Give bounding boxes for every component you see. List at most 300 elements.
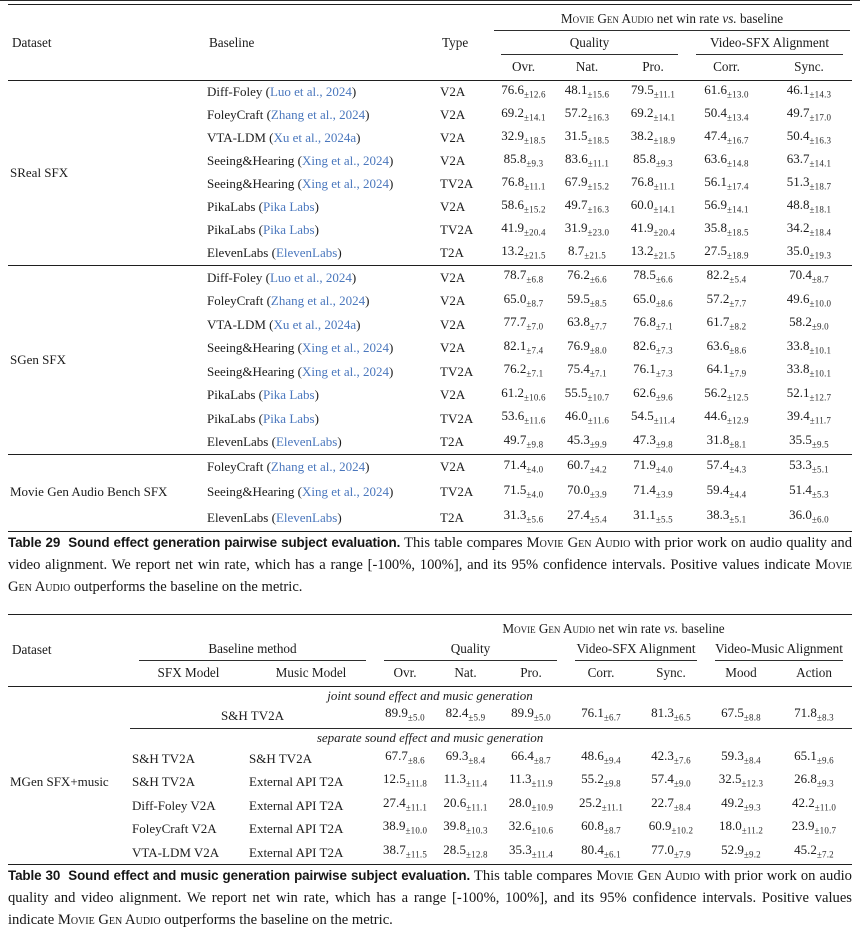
citation-link[interactable]: Luo et al., 2024 [269, 84, 352, 100]
metric-value: $13.2_{\pm 21.5}$ [630, 243, 676, 261]
metric-value: $8.7_{\pm 21.5}$ [568, 243, 606, 261]
baseline-cell: PikaLabs (Pika Labs) [207, 410, 319, 426]
baseline-cell: FoleyCraft (Zhang et al., 2024) [207, 293, 370, 309]
confidence-interval: ±11.5 [405, 849, 428, 860]
type-cell: T2A [440, 509, 464, 525]
confidence-interval: ±15.2 [524, 204, 546, 215]
citation-link[interactable]: Xing et al., 2024 [301, 176, 389, 192]
sfx-model-cell: S&H TV2A [132, 750, 195, 766]
metric-value: $41.9_{\pm 20.4}$ [501, 220, 546, 238]
confidence-interval: ±3.9 [655, 489, 673, 500]
confidence-interval: ±12.5 [727, 392, 749, 403]
confidence-interval: ±8.5 [589, 298, 607, 309]
metric-value: $56.1_{\pm 17.4}$ [704, 174, 749, 192]
metric-value: $78.5_{\pm 6.6}$ [633, 267, 673, 285]
metric-value: $76.8_{\pm 11.1}$ [630, 174, 676, 192]
win-rate-text: net win rate [595, 620, 664, 636]
confidence-interval: ±7.3 [655, 345, 673, 356]
metric-value: $47.3_{\pm 9.8}$ [633, 431, 673, 450]
group-header-video-sfx [566, 637, 706, 661]
confidence-interval: ±8.6 [407, 755, 425, 766]
table-29 [8, 4, 852, 532]
confidence-interval: ±11.6 [524, 415, 546, 426]
metric-value: $33.8_{\pm 10.1}$ [786, 361, 832, 379]
caption-30-label: Table 30 [8, 868, 61, 884]
baseline-cell: VTA-LDM (Xu et al., 2024a) [207, 316, 361, 332]
music-model-cell: External API T2A [249, 821, 344, 837]
citation-link[interactable]: Zhang et al., 2024 [270, 293, 366, 309]
confidence-interval: ±6.1 [603, 849, 621, 860]
brand-smallcaps: Movie Gen Audio [560, 11, 654, 26]
confidence-interval: ±11.4 [465, 778, 488, 789]
brand-smallcaps: Movie Gen Audio [502, 620, 595, 636]
confidence-interval: ±15.2 [587, 181, 610, 192]
metric-value: $63.8_{\pm 7.7}$ [567, 314, 607, 332]
metric-value: $69.2_{\pm 14.1}$ [501, 105, 546, 123]
metric-value: $31.3_{\pm 5.6}$ [503, 507, 544, 525]
confidence-interval: ±17.4 [727, 181, 749, 192]
confidence-interval: ±11.1 [653, 181, 676, 192]
type-cell: V2A [440, 340, 466, 356]
metric-value: $71.8_{\pm 8.3}$ [776, 704, 852, 728]
subcol-sync: Sync. [656, 664, 686, 680]
metric-value: $82.1_{\pm 7.4}$ [503, 337, 544, 356]
metric-value: $60.0_{\pm 14.1}$ [630, 197, 676, 215]
metric-value: $85.8_{\pm 9.3}$ [503, 151, 544, 169]
citation-link[interactable]: Zhang et al., 2024 [270, 107, 366, 123]
metric-value: $57.4_{\pm 4.3}$ [706, 457, 747, 475]
video-sfx-group-label: Video-SFX Alignment [575, 637, 697, 661]
baseline-cell: PikaLabs (Pika Labs) [207, 222, 319, 238]
metric-value: $82.6_{\pm 7.3}$ [633, 337, 673, 356]
citation-link[interactable]: Luo et al., 2024 [269, 269, 352, 285]
confidence-interval: ±11.1 [466, 802, 488, 813]
confidence-interval: ±8.3 [816, 713, 834, 724]
metric-value: $50.4_{\pm 16.3}$ [786, 128, 832, 146]
metric-value: $11.3_{\pm 11.4}$ [443, 771, 488, 789]
confidence-interval: ±5.3 [811, 489, 829, 500]
metric-value: $38.3_{\pm 5.1}$ [706, 507, 747, 525]
win-rate-title [494, 5, 850, 31]
metric-value: $64.1_{\pm 7.9}$ [706, 361, 747, 379]
metric-value: $31.1_{\pm 5.5}$ [633, 507, 673, 525]
metric-value: $33.8_{\pm 10.1}$ [786, 337, 832, 356]
confidence-interval: ±5.0 [533, 713, 551, 724]
confidence-interval: ±7.6 [673, 755, 691, 766]
win-rate-tail: baseline [736, 11, 784, 26]
confidence-interval: ±10.6 [524, 392, 546, 403]
baseline-cell: Seeing&Hearing (Xing et al., 2024) [207, 363, 394, 379]
joint-model-cell: S&H TV2A [130, 704, 375, 728]
subcol-mood: Mood [725, 664, 757, 680]
table-row [8, 704, 852, 728]
baseline-cell: Seeing&Hearing (Xing et al., 2024) [207, 176, 394, 192]
metric-value: $77.7_{\pm 7.0}$ [503, 314, 544, 332]
baseline-cell: Diff-Foley (Luo et al., 2024) [207, 84, 357, 100]
caption-text: with prior work on audio quality and video alignment. We report net win rate, which has a range [-100%, 100%], and its 95% confidence intervals. Positive values indicate [8, 534, 853, 573]
metric-value: $78.7_{\pm 6.8}$ [503, 267, 544, 285]
header-spacer [130, 614, 375, 637]
confidence-interval: ±5.5 [655, 514, 673, 525]
type-cell: TV2A [440, 410, 474, 426]
metric-value: $28.5_{\pm 12.8}$ [443, 841, 488, 860]
confidence-interval: ±7.9 [729, 368, 747, 379]
table-row [8, 455, 852, 481]
caption-text: outperforms the baseline on the metric. [160, 912, 393, 929]
subcol-sfx-model: SFX Model [157, 664, 220, 680]
confidence-interval: ±9.6 [655, 392, 673, 403]
metric-value: $63.6_{\pm 14.8}$ [704, 151, 749, 169]
group-header-video-music [706, 637, 852, 661]
confidence-interval: ±6.0 [811, 514, 829, 525]
metric-value: $36.0_{\pm 6.0}$ [789, 507, 829, 525]
subcol-corr: Corr. [713, 59, 740, 74]
metric-value: $57.2_{\pm 7.7}$ [706, 290, 747, 309]
metric-value: $75.4_{\pm 7.1}$ [567, 361, 607, 379]
confidence-interval: ±21.5 [584, 250, 606, 261]
metric-value: $82.4_{\pm 5.9}$ [435, 704, 496, 728]
confidence-interval: ±6.5 [673, 713, 691, 724]
metric-value: $46.0_{\pm 11.6}$ [564, 408, 610, 426]
metric-value: $61.6_{\pm 13.0}$ [704, 82, 749, 100]
citation-link[interactable]: Xing et al., 2024 [301, 363, 389, 379]
metric-value: $39.8_{\pm 10.3}$ [443, 818, 488, 836]
paper-page [0, 4, 860, 931]
dataset-label: SGen SFX [10, 352, 66, 368]
confidence-interval: ±18.5 [587, 135, 610, 146]
group-header-quality [492, 31, 687, 55]
baseline-method-label: Baseline method [139, 637, 366, 661]
confidence-interval: ±10.1 [809, 345, 832, 356]
metric-value: $53.6_{\pm 11.6}$ [501, 408, 546, 426]
subcol-nat: Nat. [454, 664, 477, 680]
table-29-header [8, 5, 852, 81]
citation-link[interactable]: Pika Labs [262, 410, 315, 426]
type-cell: V2A [440, 199, 466, 215]
confidence-interval: ±10.6 [531, 825, 554, 836]
confidence-interval: ±23.0 [587, 227, 610, 238]
baseline-cell: FoleyCraft (Zhang et al., 2024) [207, 459, 370, 475]
table-row [8, 266, 852, 290]
metric-value: $62.6_{\pm 9.6}$ [633, 384, 673, 403]
confidence-interval: ±11.2 [741, 825, 764, 836]
metric-value: $69.2_{\pm 14.1}$ [630, 105, 676, 123]
metric-value: $67.5_{\pm 8.8}$ [706, 704, 776, 728]
video-music-group-label: Video-Music Alignment [715, 637, 843, 661]
confidence-interval: ±6.8 [526, 274, 544, 285]
confidence-interval: ±10.0 [809, 298, 832, 309]
confidence-interval: ±5.1 [811, 464, 829, 475]
baseline-cell: FoleyCraft (Zhang et al., 2024) [207, 107, 370, 123]
dataset-label [8, 841, 130, 865]
table-row [8, 81, 852, 105]
confidence-interval: ±7.1 [655, 321, 673, 332]
metric-value: $31.9_{\pm 23.0}$ [564, 220, 610, 238]
confidence-interval: ±9.0 [673, 778, 691, 789]
subcol-action: Action [796, 664, 832, 680]
metric-value: $67.7_{\pm 8.6}$ [385, 747, 425, 766]
type-cell: V2A [440, 387, 466, 403]
quality-group-label: Quality [384, 637, 557, 661]
metric-value: $59.4_{\pm 4.4}$ [706, 482, 747, 500]
metric-value: $76.6_{\pm 12.6}$ [501, 82, 546, 100]
baseline-cell: VTA-LDM (Xu et al., 2024a) [207, 130, 361, 146]
metric-value: $71.9_{\pm 4.0}$ [633, 457, 673, 475]
confidence-interval: ±18.9 [727, 250, 749, 261]
confidence-interval: ±12.7 [809, 392, 832, 403]
metric-value: $26.8_{\pm 9.3}$ [794, 771, 834, 789]
metric-value: $38.9_{\pm 10.0}$ [382, 818, 428, 836]
metric-value: $27.4_{\pm 11.1}$ [382, 794, 428, 813]
citation-link[interactable]: Pika Labs [262, 222, 315, 238]
metric-value: $47.4_{\pm 16.7}$ [704, 128, 749, 146]
confidence-interval: ±16.7 [727, 135, 749, 146]
confidence-interval: ±17.0 [809, 112, 832, 123]
metric-value: $69.3_{\pm 8.4}$ [445, 747, 486, 766]
metric-value: $76.1_{\pm 7.3}$ [633, 361, 673, 379]
vs-italic: vs. [663, 620, 679, 636]
metric-value: $35.8_{\pm 18.5}$ [704, 220, 749, 238]
confidence-interval: ±10.0 [405, 825, 428, 836]
metric-value: $76.2_{\pm 6.6}$ [567, 267, 607, 285]
type-cell: V2A [440, 269, 466, 285]
confidence-interval: ±18.1 [809, 204, 832, 215]
confidence-interval: ±7.1 [526, 368, 544, 379]
confidence-interval: ±16.3 [587, 204, 610, 215]
metric-value: $59.3_{\pm 8.4}$ [721, 747, 761, 766]
confidence-interval: ±18.4 [809, 227, 832, 238]
citation-link[interactable]: Pika Labs [262, 199, 315, 215]
table-row [8, 817, 852, 841]
col-header-dataset: Dataset [12, 34, 52, 50]
type-cell: V2A [440, 316, 466, 332]
caption-30-title: Sound effect and music generation pairwise subject evaluation. [68, 868, 471, 884]
confidence-interval: ±9.3 [526, 158, 544, 169]
citation-link[interactable]: Xu et al., 2024a [273, 316, 357, 332]
win-rate-tail: baseline [678, 620, 725, 636]
confidence-interval: ±8.7 [526, 298, 544, 309]
citation-link[interactable]: Xing et al., 2024 [301, 340, 389, 356]
subcol-ovr: Ovr. [511, 59, 536, 74]
metric-value: $70.4_{\pm 8.7}$ [789, 267, 829, 285]
confidence-interval: ±11.1 [653, 89, 676, 100]
dataset-label [8, 704, 130, 728]
type-cell: V2A [440, 293, 466, 309]
confidence-interval: ±14.1 [524, 112, 546, 123]
confidence-interval: ±9.3 [655, 158, 673, 169]
metric-value: $39.4_{\pm 11.7}$ [786, 408, 832, 426]
metric-value: $63.6_{\pm 8.6}$ [706, 337, 747, 356]
sfx-model-cell: VTA-LDM V2A [132, 844, 220, 860]
metric-value: $45.2_{\pm 7.2}$ [794, 841, 834, 860]
metric-value: $49.2_{\pm 9.3}$ [721, 794, 761, 813]
confidence-interval: ±15.6 [587, 89, 610, 100]
group-header-baseline-method [130, 637, 375, 661]
metric-value: $61.2_{\pm 10.6}$ [501, 384, 546, 403]
metric-value: $70.0_{\pm 3.9}$ [567, 482, 607, 500]
confidence-interval: ±18.5 [524, 135, 546, 146]
metric-value: $49.7_{\pm 9.8}$ [503, 431, 544, 450]
citation-link[interactable]: Xu et al., 2024a [273, 130, 357, 146]
baseline-cell: ElevenLabs (ElevenLabs) [207, 245, 342, 261]
metric-value: $67.9_{\pm 15.2}$ [564, 174, 610, 192]
metric-value: $80.4_{\pm 6.1}$ [581, 841, 621, 860]
metric-value: $66.4_{\pm 8.7}$ [511, 747, 551, 766]
type-cell: TV2A [440, 363, 474, 379]
confidence-interval: ±9.6 [816, 755, 834, 766]
confidence-interval: ±10.7 [587, 392, 610, 403]
metric-value: $76.9_{\pm 8.0}$ [567, 337, 607, 356]
quality-group-label: Quality [501, 31, 678, 55]
confidence-interval: ±6.6 [655, 274, 673, 285]
citation-link[interactable]: ElevenLabs [275, 245, 338, 261]
caption-29-label: Table 29 [8, 534, 61, 550]
confidence-interval: ±7.4 [526, 345, 544, 356]
dataset-label [8, 747, 130, 771]
metric-value: $65.1_{\pm 9.6}$ [794, 747, 834, 766]
confidence-interval: ±18.5 [727, 227, 749, 238]
baseline-cell: PikaLabs (Pika Labs) [207, 387, 319, 403]
metric-value: $23.9_{\pm 10.7}$ [791, 818, 837, 836]
metric-value: $57.2_{\pm 16.3}$ [564, 105, 610, 123]
subcol-pro: Pro. [642, 59, 664, 74]
citation-link[interactable]: ElevenLabs [275, 434, 338, 450]
confidence-interval: ±9.0 [811, 321, 829, 332]
metric-value: $31.5_{\pm 18.5}$ [564, 128, 610, 146]
metric-value: $38.2_{\pm 18.9}$ [630, 128, 676, 146]
confidence-interval: ±7.7 [589, 321, 607, 332]
caption-text: This table compares [470, 868, 597, 885]
metric-value: $38.7_{\pm 11.5}$ [382, 841, 428, 860]
metric-value: $28.0_{\pm 10.9}$ [508, 794, 554, 813]
col-header-baseline: Baseline [209, 34, 255, 50]
type-cell: V2A [440, 84, 466, 100]
metric-value: $65.0_{\pm 8.7}$ [503, 290, 544, 309]
baseline-cell: Seeing&Hearing (Xing et al., 2024) [207, 484, 394, 500]
confidence-interval: ±9.3 [743, 802, 761, 813]
section-label-row [8, 728, 852, 746]
metric-value: $85.8_{\pm 9.3}$ [633, 151, 673, 169]
metric-value: $60.7_{\pm 4.2}$ [567, 457, 607, 475]
confidence-interval: ±6.7 [603, 713, 621, 724]
metric-value: $32.5_{\pm 12.3}$ [718, 771, 764, 789]
confidence-interval: ±5.9 [468, 713, 486, 724]
video-sfx-group-label: Video-SFX Alignment [696, 31, 843, 55]
baseline-cell: Seeing&Hearing (Xing et al., 2024) [207, 340, 394, 356]
dataset-label [8, 794, 130, 818]
confidence-interval: ±12.6 [524, 89, 546, 100]
confidence-interval: ±11.8 [405, 778, 428, 789]
metric-value: $48.1_{\pm 15.6}$ [564, 82, 610, 100]
metric-value: $58.2_{\pm 9.0}$ [789, 314, 829, 332]
metric-value: $27.5_{\pm 18.9}$ [704, 243, 749, 261]
table-row [8, 841, 852, 865]
mgen-sfx-music-section [8, 686, 852, 865]
sfx-model-cell: Diff-Foley V2A [132, 797, 216, 813]
confidence-interval: ±13.0 [727, 89, 749, 100]
confidence-interval: ±12.9 [727, 415, 749, 426]
confidence-interval: ±14.8 [727, 158, 749, 169]
win-rate-span-header [492, 5, 852, 32]
citation-link[interactable]: Xing et al., 2024 [301, 484, 389, 500]
subcol-music-model: Music Model [275, 664, 347, 680]
dataset-section [8, 81, 852, 266]
confidence-interval: ±9.2 [743, 849, 761, 860]
confidence-interval: ±8.6 [655, 298, 673, 309]
music-model-cell: S&H TV2A [249, 750, 312, 766]
type-cell: TV2A [440, 484, 474, 500]
caption-text: outperforms the baseline on the metric. [70, 578, 303, 595]
citation-link[interactable]: Xing et al., 2024 [301, 153, 389, 169]
citation-link[interactable]: Pika Labs [262, 387, 315, 403]
confidence-interval: ±9.3 [816, 778, 834, 789]
metric-value: $50.4_{\pm 13.4}$ [704, 105, 749, 123]
confidence-interval: ±11.6 [587, 415, 610, 426]
confidence-interval: ±20.4 [653, 227, 676, 238]
metric-value: $27.4_{\pm 5.4}$ [567, 507, 607, 525]
confidence-interval: ±7.3 [655, 368, 673, 379]
metric-value: $35.0_{\pm 19.3}$ [786, 243, 832, 261]
metric-value: $56.2_{\pm 12.5}$ [704, 384, 749, 403]
confidence-interval: ±10.9 [531, 802, 554, 813]
confidence-interval: ±14.1 [653, 204, 676, 215]
confidence-interval: ±14.1 [727, 204, 749, 215]
confidence-interval: ±10.1 [809, 368, 832, 379]
table-29-caption [8, 532, 852, 598]
metric-value: $57.4_{\pm 9.0}$ [651, 771, 691, 789]
confidence-interval: ±14.3 [809, 89, 832, 100]
table-row [8, 770, 852, 794]
dataset-section [8, 455, 852, 532]
metric-value: $42.3_{\pm 7.6}$ [651, 747, 691, 766]
metric-value: $22.7_{\pm 8.4}$ [651, 794, 691, 813]
metric-value: $41.9_{\pm 20.4}$ [630, 220, 676, 238]
table-row [8, 794, 852, 818]
citation-link[interactable]: Zhang et al., 2024 [270, 459, 366, 475]
confidence-interval: ±19.3 [809, 250, 832, 261]
confidence-interval: ±20.4 [524, 227, 546, 238]
table-30-container [8, 614, 852, 866]
metric-value: $89.9_{\pm 5.0}$ [375, 704, 435, 728]
confidence-interval: ±9.4 [603, 755, 621, 766]
metric-value: $31.8_{\pm 8.1}$ [706, 431, 747, 450]
confidence-interval: ±10.7 [814, 825, 837, 836]
citation-link[interactable]: ElevenLabs [275, 509, 338, 525]
subcol-pro: Pro. [520, 664, 542, 680]
confidence-interval: ±21.5 [653, 250, 676, 261]
confidence-interval: ±8.7 [603, 825, 621, 836]
confidence-interval: ±7.9 [673, 849, 691, 860]
metric-value: $76.8_{\pm 7.1}$ [633, 314, 673, 332]
win-rate-span-header [375, 614, 852, 637]
col-header-type: Type [442, 34, 469, 50]
confidence-interval: ±5.4 [729, 274, 747, 285]
confidence-interval: ±14.1 [653, 112, 676, 123]
metric-value: $32.9_{\pm 18.5}$ [501, 128, 546, 146]
confidence-interval: ±8.4 [743, 755, 761, 766]
confidence-interval: ±8.1 [729, 439, 747, 450]
confidence-interval: ±5.6 [526, 514, 544, 525]
metric-value: $82.2_{\pm 5.4}$ [706, 267, 747, 285]
confidence-interval: ±9.9 [589, 439, 607, 450]
music-model-cell: External API T2A [249, 844, 344, 860]
confidence-interval: ±4.0 [526, 489, 544, 500]
confidence-interval: ±18.9 [653, 135, 676, 146]
metric-value: $55.2_{\pm 9.8}$ [581, 771, 621, 789]
metric-value: $42.2_{\pm 11.0}$ [791, 794, 837, 813]
confidence-interval: ±4.2 [589, 464, 607, 475]
metric-value: $20.6_{\pm 11.1}$ [443, 794, 488, 813]
